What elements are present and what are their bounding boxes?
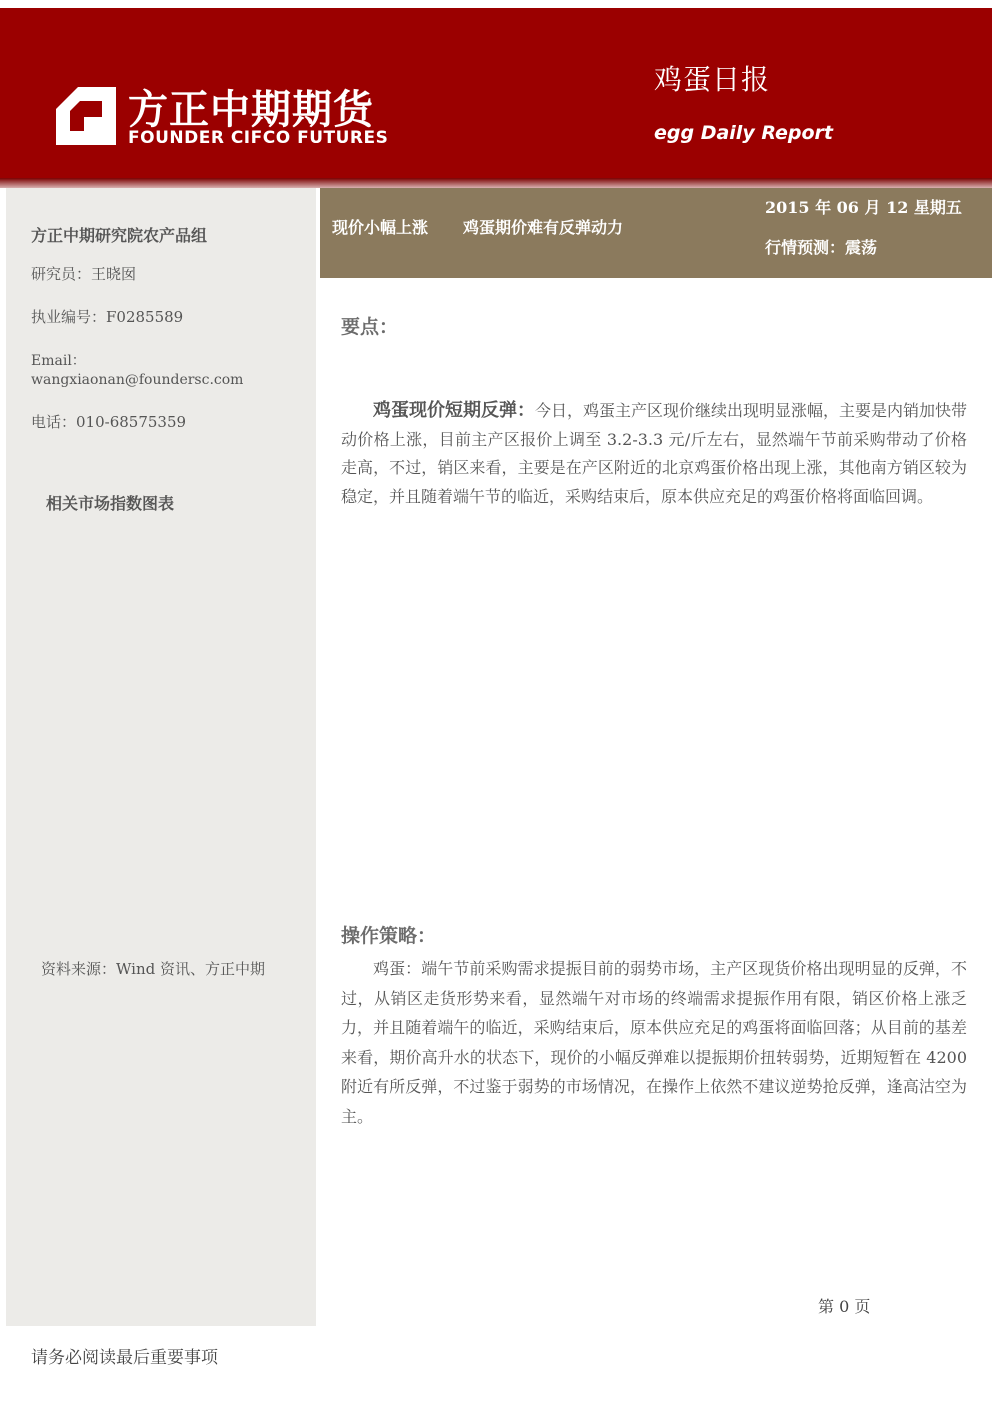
related-charts-title: 相关市场指数图表	[46, 494, 175, 513]
email-address[interactable]: wangxiaonan@foundersc.com	[31, 372, 244, 388]
key-points-lead: 鸡蛋现价短期反弹：	[373, 400, 535, 421]
report-title: 鸡蛋日报	[654, 63, 771, 96]
key-points-heading: 要点：	[341, 316, 399, 338]
department-name: 方正中期研究院农产品组	[31, 226, 208, 245]
analyst-name: 研究员：王晓囡	[31, 265, 137, 283]
strategy-body: 鸡蛋：端午节前采购需求提振目前的弱势市场，主产区现货价格出现明显的反弹，不过，从销区走货形势来看，显然端午对市场的终端需求提振作用有限，销区价格上涨乏力，并且随着端午的临近，采购结束后，原本供应充足的鸡蛋将面临回落；从目前的基差来看，期价高升水的状态下，现价的小幅反弹难以提振期价扭转弱势，近期短暂在 4200 附近有所反弹，不过鉴于弱势的市场情况，在操作上依然不建议逆势抢反弹，逢高沽空为主。	[341, 959, 967, 1126]
company-name-en: FOUNDER CIFCO FUTURES	[128, 128, 389, 148]
license-number: 执业编号：F0285589	[31, 308, 184, 326]
key-points-body: 今日，鸡蛋主产区现价继续出现明显涨幅，主要是内销加快带动价格上涨，目前主产区报价上调至 3.2-3.3 元/斤左右，显然端午节前采购带动了价格走高，不过，销区来看，主要是在产区附近的北京鸡蛋价格出现上涨，其他南方销区较为稳定，并且随着端午节的临近，采购结束后，原本供应充足的鸡蛋价格将面临回调。	[341, 401, 968, 506]
headline-1: 现价小幅上涨	[332, 218, 429, 237]
report-date: 2015 年 06 月 12 星期五	[765, 198, 962, 217]
company-name-cn: 方正中期期货	[128, 87, 374, 133]
email-label: Email：	[31, 353, 86, 369]
page-number: 第 0 页	[818, 1297, 871, 1316]
header-shadow	[0, 178, 992, 188]
phone-number: 电话：010-68575359	[31, 413, 187, 431]
strategy-heading: 操作策略：	[341, 925, 437, 947]
company-logo-icon	[56, 87, 116, 145]
strategy-paragraph	[341, 954, 967, 1131]
market-forecast: 行情预测：震荡	[765, 238, 878, 257]
data-source: 资料来源：Wind 资讯、方正中期	[41, 960, 265, 978]
key-points-paragraph	[341, 397, 967, 511]
disclaimer-note: 请务必阅读最后重要事项	[31, 1348, 218, 1368]
headline-2: 鸡蛋期价难有反弹动力	[463, 218, 624, 237]
report-subtitle: egg Daily Report	[654, 122, 833, 144]
